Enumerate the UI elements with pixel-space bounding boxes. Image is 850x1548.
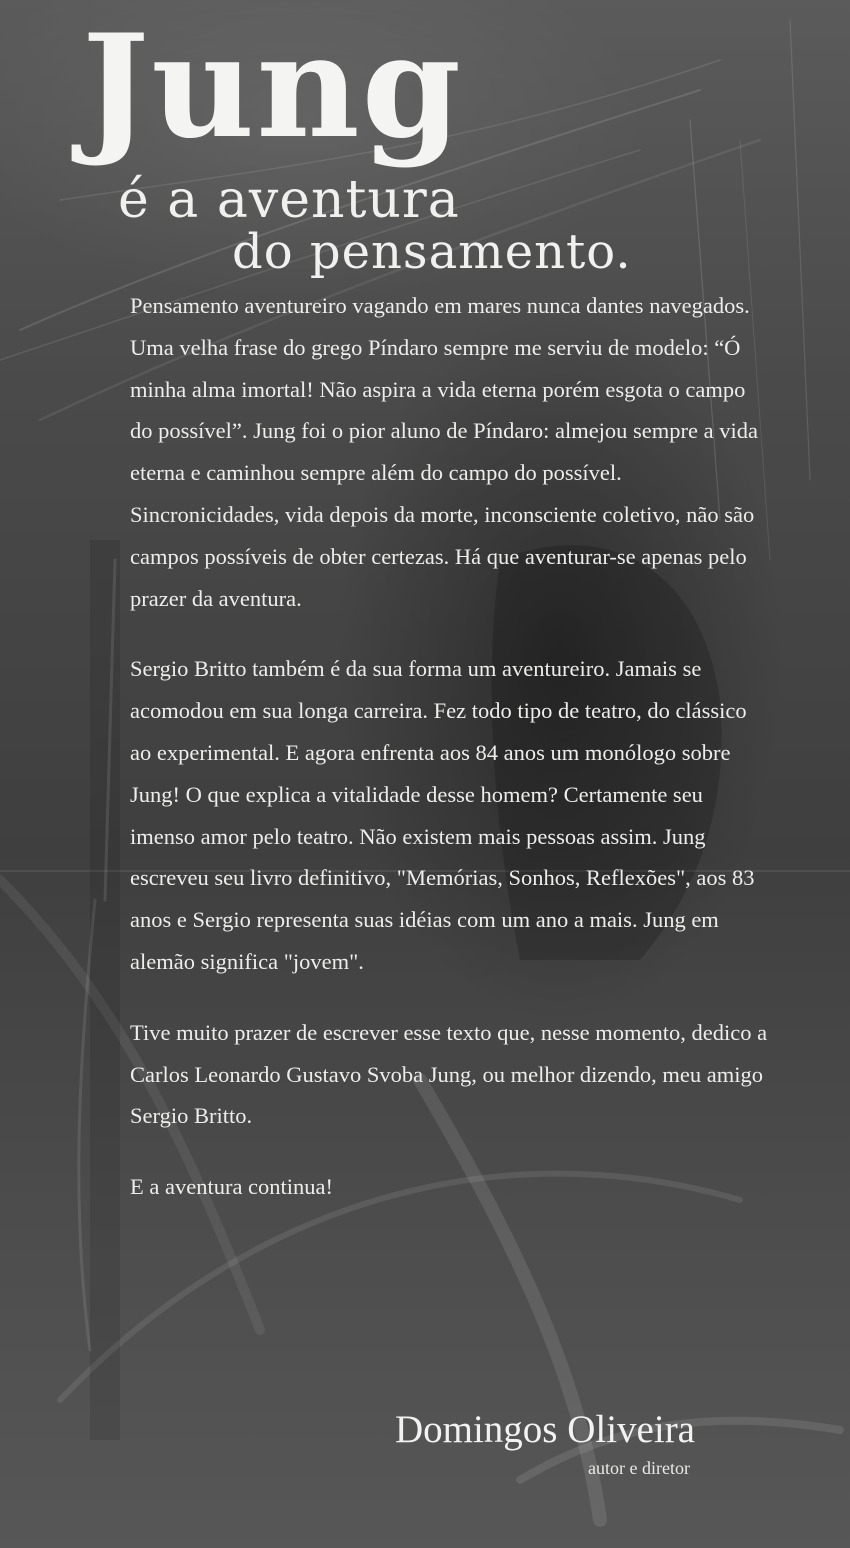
poster-title: Jung <box>82 4 463 170</box>
paragraph-4: E a aventura continua! <box>130 1174 334 1200</box>
paragraph-1: Pensamento aventureiro vagando em mares nunca dantes navegados. Uma velha frase do grego Píndaro sempre me serviu de modelo: “Ó minha alma imortal! Não aspira a vida eterna porém esgota o campo do possível”. Jung foi o pior aluno de Píndaro: almejou sempre a vida eterna e caminhou sempre além do campo do possível. Sincronicidades, vida depois da morte, inconsciente coletivo, não são campos possíveis de obter certezas. Há que aventurar-se apenas pelo prazer da aventura. <box>130 293 759 611</box>
author-role: autor e diretor <box>588 1458 690 1478</box>
author-signature: Domingos Oliveira <box>394 1408 695 1451</box>
paragraph-3: Tive muito prazer de escrever esse texto que, nesse momento, dedico a Carlos Leonardo Gustavo Svoba Jung, ou melhor dizendo, meu amigo Sergio Britto. <box>130 1019 768 1129</box>
poster-subtitle-line2: do pensamento. <box>232 224 632 280</box>
paragraph-2: Sergio Britto também é da sua forma um aventureiro. Jamais se acomodou em sua longa carreira. Fez todo tipo de teatro, do clássico ao experimental. E agora enfrenta aos 84 anos um monólogo sobre Jung! O que explica a vitalidade desse homem? Certamente seu imenso amor pelo teatro. Não existem mais pessoas assim. Jung escreveu seu livro definitivo, "Memórias, Sonhos, Reflexões", aos 83 anos e Sergio representa suas idéias com um ano a mais. Jung em alemão significa "jovem". <box>130 656 755 974</box>
poster-subtitle-line1: é a aventura <box>118 170 460 230</box>
body-text <box>130 285 770 1237</box>
